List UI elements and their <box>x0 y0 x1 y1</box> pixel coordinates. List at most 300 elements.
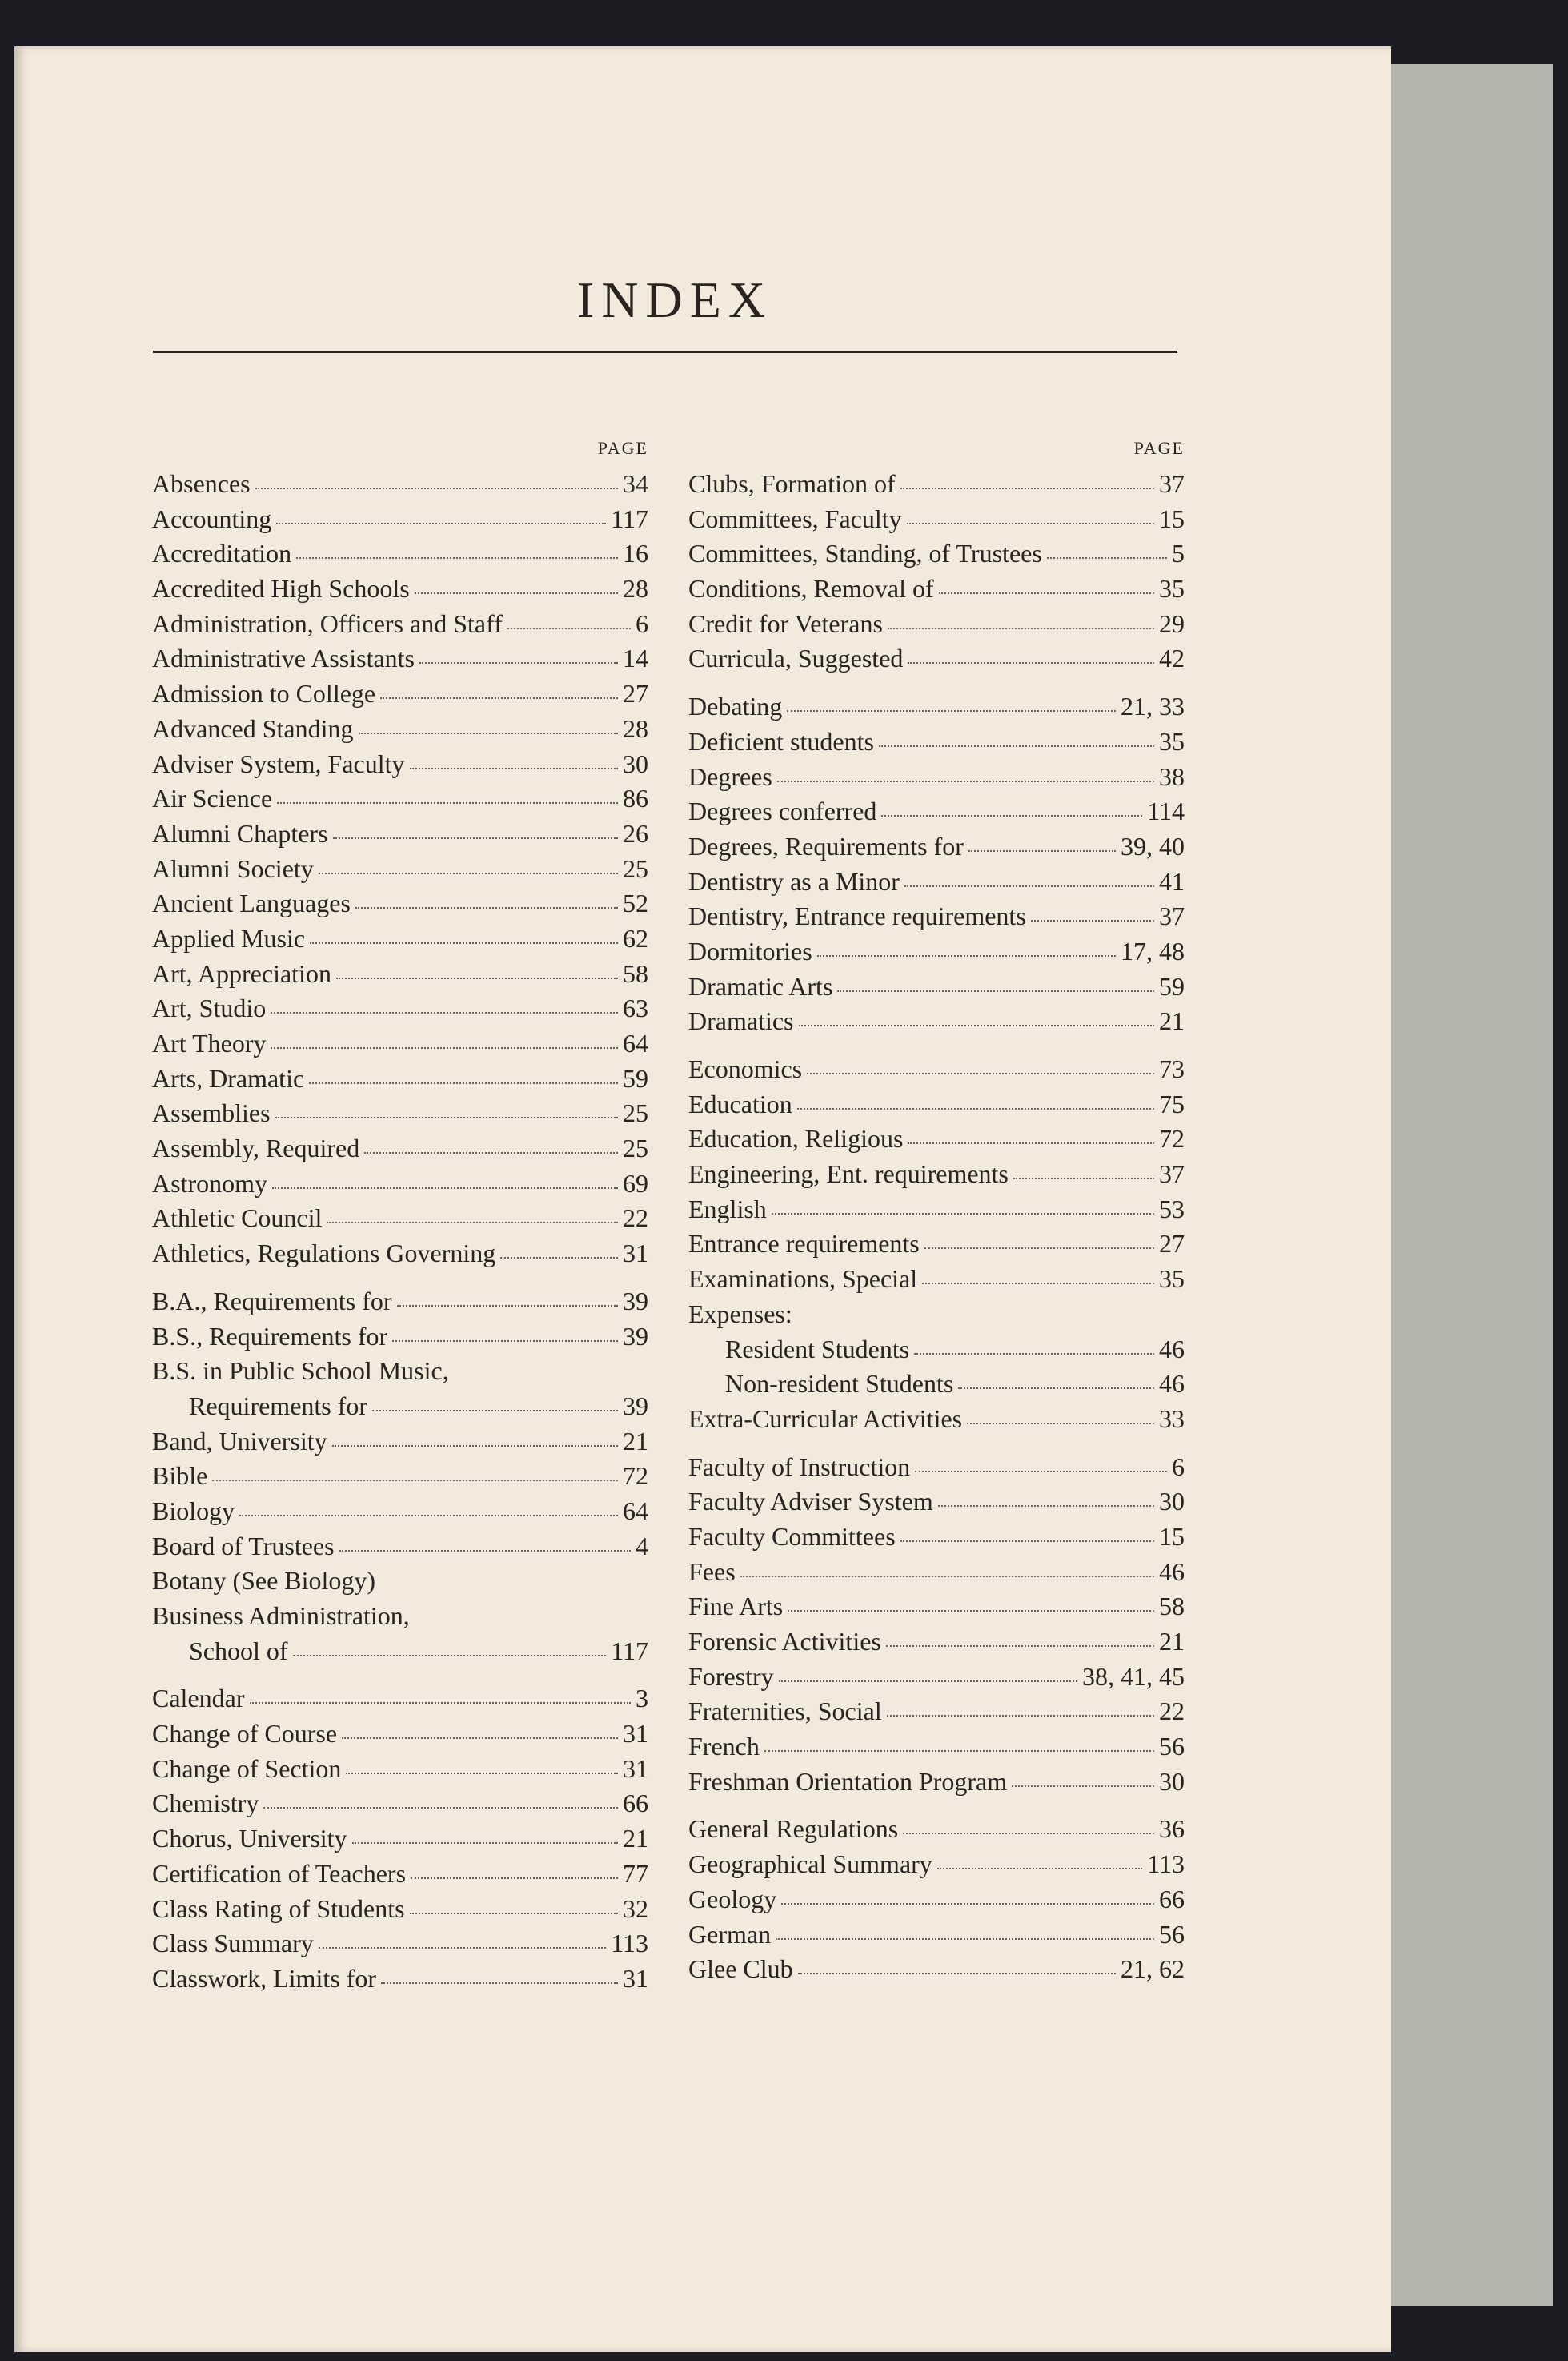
dot-leader <box>319 1946 606 1949</box>
index-entry <box>688 1920 1185 1955</box>
dot-leader <box>500 1256 618 1259</box>
index-entry <box>688 692 1185 727</box>
entry-page-number: 30 <box>1159 1487 1185 1516</box>
entry-list <box>152 469 648 1999</box>
entry-page-number: 46 <box>1159 1369 1185 1399</box>
entry-page-number: 75 <box>1159 1089 1185 1118</box>
index-column-right <box>688 432 1185 1990</box>
index-entry <box>688 1229 1185 1264</box>
entry-label: Biology <box>152 1496 235 1525</box>
index-entry <box>688 972 1185 1007</box>
entry-page-number: 62 <box>623 923 648 953</box>
dot-leader <box>364 1151 618 1154</box>
entry-label: School of <box>189 1636 288 1665</box>
dot-leader <box>908 661 1154 664</box>
entry-page-number: 34 <box>623 469 648 498</box>
dot-leader <box>1012 1785 1154 1787</box>
dot-leader <box>900 1540 1154 1542</box>
index-entry <box>688 762 1185 797</box>
entry-label: French <box>688 1732 760 1761</box>
dot-leader <box>415 592 618 594</box>
dot-leader <box>339 1549 631 1552</box>
dot-leader <box>779 1680 1077 1682</box>
index-entry <box>688 1487 1185 1522</box>
index-entry <box>152 1134 648 1169</box>
entry-label: English <box>688 1194 767 1223</box>
entry-list <box>688 469 1185 1990</box>
entry-page-number: 69 <box>623 1168 648 1198</box>
entry-label: Non-resident Students <box>725 1369 954 1399</box>
entry-label: Alumni Chapters <box>152 818 328 848</box>
dot-leader <box>798 1972 1116 1974</box>
dot-leader <box>907 522 1154 524</box>
entry-page-number: 22 <box>1159 1696 1185 1726</box>
entry-label: General Regulations <box>688 1814 899 1844</box>
index-entry <box>688 1732 1185 1767</box>
entry-page-number: 77 <box>623 1858 648 1888</box>
entry-page-number: 117 <box>611 504 648 533</box>
entry-label: Engineering, Ent. requirements <box>688 1159 1009 1189</box>
index-entry <box>688 727 1185 762</box>
entry-page-number: 39 <box>623 1391 648 1420</box>
entry-label: Forestry <box>688 1661 774 1691</box>
dot-leader <box>212 1479 618 1481</box>
index-entry <box>152 1169 648 1204</box>
index-entry <box>688 901 1185 937</box>
index-entry <box>688 1814 1185 1849</box>
index-entry <box>688 1592 1185 1627</box>
entry-label: Athletic Council <box>152 1203 323 1233</box>
dot-leader <box>817 954 1116 957</box>
dot-leader <box>296 556 618 559</box>
index-entry <box>688 1006 1185 1042</box>
index-entry <box>688 1767 1185 1802</box>
index-entry <box>152 1427 648 1462</box>
dot-leader <box>807 1072 1154 1074</box>
index-entry <box>152 784 648 819</box>
entry-page-number: 46 <box>1159 1556 1185 1586</box>
entry-page-number: 14 <box>623 644 648 673</box>
dot-leader <box>250 1701 632 1704</box>
entry-label: Curricula, Suggested <box>688 644 904 673</box>
dot-leader <box>359 732 619 734</box>
entry-label: Freshman Orientation Program <box>688 1766 1008 1796</box>
dot-leader <box>355 906 618 909</box>
entry-page-number: 6 <box>636 608 648 638</box>
dot-leader <box>392 1339 618 1342</box>
index-entry <box>688 539 1185 574</box>
dot-leader <box>507 627 631 629</box>
index-entry <box>152 1894 648 1929</box>
entry-label: Arts, Dramatic <box>152 1063 305 1093</box>
dot-leader <box>271 1046 618 1049</box>
dot-leader <box>764 1749 1154 1752</box>
entry-label: Geology <box>688 1884 777 1913</box>
entry-page-number: 28 <box>623 713 648 743</box>
entry-label: Forensic Activities <box>688 1627 881 1656</box>
index-entry <box>152 1287 648 1322</box>
index-entry <box>152 1461 648 1496</box>
entry-page-number: 31 <box>623 1719 648 1749</box>
entry-page-number: 15 <box>1159 1521 1185 1551</box>
dot-leader <box>888 627 1154 629</box>
entry-page-number: 64 <box>623 1496 648 1525</box>
entry-label: Change of Course <box>152 1719 338 1749</box>
entry-page-number: 37 <box>1159 469 1185 498</box>
dot-leader <box>352 1841 618 1844</box>
entry-page-number: 114 <box>1147 797 1185 826</box>
entry-page-number: 72 <box>623 1461 648 1491</box>
entry-label: Absences <box>152 469 251 498</box>
entry-label: Advanced Standing <box>152 713 354 743</box>
index-entry <box>152 609 648 644</box>
entry-label: Calendar <box>152 1684 245 1713</box>
index-entry <box>152 1064 648 1099</box>
index-entry <box>152 1789 648 1824</box>
entry-label: German <box>688 1919 772 1949</box>
index-entry <box>688 1954 1185 1990</box>
dot-leader <box>939 592 1154 594</box>
entry-label: Assemblies <box>152 1098 271 1128</box>
entry-label: B.S., Requirements for <box>152 1321 388 1351</box>
entry-page-number: 37 <box>1159 1159 1185 1189</box>
index-entry <box>152 644 648 679</box>
dot-leader <box>332 1444 618 1447</box>
dot-leader <box>937 1867 1142 1869</box>
title-rule <box>153 351 1177 353</box>
index-entry <box>152 1566 648 1601</box>
entry-page-number: 29 <box>1159 608 1185 638</box>
entry-page-number: 25 <box>623 1098 648 1128</box>
entry-label: Change of Section <box>152 1753 342 1783</box>
entry-label: Accounting <box>152 504 272 533</box>
entry-page-number: 21, 62 <box>1121 1954 1185 1984</box>
entry-page-number: 73 <box>1159 1054 1185 1083</box>
dot-leader <box>886 1644 1154 1647</box>
entry-page-number: 39 <box>623 1321 648 1351</box>
entry-label: B.S. in Public School Music, <box>152 1356 449 1386</box>
dot-leader <box>319 872 618 874</box>
dot-leader <box>336 977 618 979</box>
entry-label: Dormitories <box>688 936 812 966</box>
entry-label: Dentistry as a Minor <box>688 866 900 896</box>
entry-page-number: 17, 48 <box>1121 936 1185 966</box>
entry-page-number: 56 <box>1159 1732 1185 1761</box>
index-entry <box>688 1335 1185 1370</box>
dot-leader <box>904 885 1154 887</box>
index-entry <box>152 1824 648 1859</box>
dot-leader <box>1047 556 1167 559</box>
index-entry <box>688 1404 1185 1439</box>
dot-leader <box>419 661 618 664</box>
entry-label: Dramatic Arts <box>688 971 833 1001</box>
entry-page-number: 42 <box>1159 644 1185 673</box>
index-entry <box>688 1885 1185 1920</box>
entry-page-number: 38 <box>1159 761 1185 791</box>
dot-leader <box>333 837 618 839</box>
entry-label: Certification of Teachers <box>152 1858 407 1888</box>
dot-leader <box>327 1221 618 1223</box>
index-entry <box>688 1849 1185 1885</box>
entry-label: Geographical Summary <box>688 1849 932 1879</box>
dot-leader <box>271 1011 618 1014</box>
entry-label: Credit for Veterans <box>688 608 883 638</box>
entry-page-number: 38, 41, 45 <box>1082 1661 1185 1691</box>
dot-leader <box>837 990 1154 992</box>
index-page <box>14 46 1391 2352</box>
entry-label: Education <box>688 1089 792 1118</box>
entry-label: Expenses: <box>688 1299 792 1328</box>
entry-label: Dramatics <box>688 1006 794 1036</box>
entry-page-number: 27 <box>623 679 648 709</box>
dot-leader <box>277 801 618 804</box>
dot-leader <box>915 1470 1167 1472</box>
entry-label: B.A., Requirements for <box>152 1286 392 1315</box>
entry-page-number: 28 <box>623 574 648 604</box>
entry-label: Athletics, Regulations Governing <box>152 1239 496 1268</box>
entry-label: Clubs, Formation of <box>688 469 896 498</box>
entry-page-number: 5 <box>1172 539 1185 568</box>
dot-leader <box>239 1514 618 1516</box>
dot-leader <box>968 849 1116 852</box>
index-entry <box>152 924 648 959</box>
dot-leader <box>900 487 1154 489</box>
index-entry <box>152 1684 648 1719</box>
dot-leader <box>310 942 618 944</box>
index-entry <box>152 1391 648 1427</box>
page-column-header: PAGE <box>1133 438 1185 458</box>
index-entry <box>152 1239 648 1274</box>
index-entry <box>688 832 1185 867</box>
entry-label: Class Rating of Students <box>152 1893 405 1923</box>
entry-label: Alumni Society <box>152 853 314 883</box>
dot-leader <box>781 1902 1154 1905</box>
index-entry <box>152 1322 648 1357</box>
entry-page-number: 58 <box>1159 1592 1185 1621</box>
index-entry <box>688 1662 1185 1697</box>
dot-leader <box>788 1609 1154 1612</box>
entry-label: Economics <box>688 1054 803 1083</box>
dot-leader <box>342 1737 618 1739</box>
entry-label: Degrees, Requirements for <box>688 831 964 861</box>
entry-page-number: 3 <box>636 1684 648 1713</box>
dot-leader <box>914 1352 1154 1355</box>
index-entry <box>152 1496 648 1532</box>
dot-leader <box>922 1282 1154 1284</box>
entry-page-number: 59 <box>623 1063 648 1093</box>
dot-leader <box>903 1832 1154 1834</box>
entry-label: Band, University <box>152 1426 327 1456</box>
index-entry <box>152 539 648 574</box>
index-entry <box>152 714 648 749</box>
entry-label: Entrance requirements <box>688 1229 920 1259</box>
entry-page-number: 26 <box>623 818 648 848</box>
entry-page-number: 63 <box>623 994 648 1023</box>
entry-label: Art Theory <box>152 1029 267 1058</box>
index-entry <box>688 797 1185 832</box>
entry-label: Art, Appreciation <box>152 958 331 988</box>
entry-page-number: 30 <box>623 749 648 778</box>
index-entry <box>152 889 648 924</box>
entry-label: Degrees conferred <box>688 797 877 826</box>
index-entry <box>152 1532 648 1567</box>
dot-leader <box>908 1142 1154 1144</box>
entry-page-number: 16 <box>623 539 648 568</box>
entry-page-number: 66 <box>623 1789 648 1818</box>
dot-leader <box>787 709 1116 712</box>
entry-label: Bible <box>152 1461 208 1491</box>
entry-label: Chorus, University <box>152 1824 347 1853</box>
index-entry <box>688 1195 1185 1230</box>
entry-page-number: 66 <box>1159 1884 1185 1913</box>
index-entry <box>152 1203 648 1239</box>
index-entry <box>688 469 1185 504</box>
entry-label: Resident Students <box>725 1334 910 1363</box>
index-entry <box>152 1929 648 1964</box>
entry-page-number: 21 <box>623 1824 648 1853</box>
index-entry <box>152 1754 648 1789</box>
dot-leader <box>372 1409 618 1411</box>
entry-label: Admission to College <box>152 679 376 709</box>
index-entry <box>152 574 648 609</box>
entry-page-number: 113 <box>611 1929 648 1958</box>
entry-page-number: 35 <box>1159 726 1185 756</box>
entry-page-number: 58 <box>623 958 648 988</box>
index-entry <box>688 1299 1185 1335</box>
index-entry <box>688 937 1185 972</box>
dot-leader <box>293 1654 607 1656</box>
entry-label: Assembly, Required <box>152 1134 360 1163</box>
entry-page-number: 27 <box>1159 1229 1185 1259</box>
entry-page-number: 15 <box>1159 504 1185 533</box>
entry-page-number: 21 <box>1159 1627 1185 1656</box>
dot-leader <box>777 780 1154 782</box>
entry-label: Adviser System, Faculty <box>152 749 405 778</box>
index-entry <box>152 959 648 994</box>
dot-leader <box>887 1714 1154 1717</box>
index-entry <box>152 1356 648 1391</box>
dot-leader <box>346 1772 618 1774</box>
entry-page-number: 39 <box>623 1286 648 1315</box>
entry-label: Classwork, Limits for <box>152 1963 376 1993</box>
entry-page-number: 36 <box>1159 1814 1185 1844</box>
index-entry <box>688 1090 1185 1125</box>
entry-label: Air Science <box>152 784 273 813</box>
entry-label: Botany (See Biology) <box>152 1566 376 1596</box>
entry-page-number: 41 <box>1159 866 1185 896</box>
dot-leader <box>397 1304 619 1307</box>
index-entry <box>688 1054 1185 1090</box>
dot-leader <box>799 1024 1155 1026</box>
entry-label: Degrees <box>688 761 772 791</box>
entry-page-number: 4 <box>636 1531 648 1560</box>
entry-label: Fine Arts <box>688 1592 784 1621</box>
entry-page-number: 30 <box>1159 1766 1185 1796</box>
entry-label: Committees, Standing, of Trustees <box>688 539 1042 568</box>
entry-page-number: 117 <box>611 1636 648 1665</box>
entry-label: Administration, Officers and Staff <box>152 608 503 638</box>
index-entry <box>688 644 1185 679</box>
entry-page-number: 52 <box>623 889 648 918</box>
index-entry <box>152 1964 648 1999</box>
entry-label: Chemistry <box>152 1789 259 1818</box>
dot-leader <box>410 1912 618 1914</box>
page-title: INDEX <box>576 271 773 328</box>
entry-page-number: 25 <box>623 1134 648 1163</box>
index-entry <box>152 1859 648 1894</box>
entry-label: Faculty Committees <box>688 1521 896 1551</box>
index-entry <box>152 1098 648 1134</box>
entry-label: Board of Trustees <box>152 1531 335 1560</box>
entry-label: Fees <box>688 1556 736 1586</box>
entry-label: Deficient students <box>688 726 874 756</box>
entry-label: Applied Music <box>152 923 306 953</box>
dot-leader <box>1013 1177 1154 1179</box>
dot-leader <box>263 1806 618 1809</box>
index-entry <box>688 867 1185 902</box>
dot-leader <box>272 1187 618 1189</box>
dot-leader <box>1031 919 1154 922</box>
dot-leader <box>881 814 1142 817</box>
entry-page-number: 31 <box>623 1753 648 1783</box>
entry-page-number: 35 <box>1159 574 1185 604</box>
index-column-left <box>152 432 648 1999</box>
index-entry <box>688 1696 1185 1732</box>
dot-leader <box>410 767 618 769</box>
entry-page-number: 59 <box>1159 971 1185 1001</box>
index-entry <box>152 1719 648 1754</box>
dot-leader <box>309 1082 618 1084</box>
entry-label: Dentistry, Entrance requirements <box>688 901 1026 931</box>
entry-label: Requirements for <box>189 1391 368 1420</box>
index-entry <box>688 1369 1185 1404</box>
index-entry <box>152 504 648 540</box>
entry-page-number: 113 <box>1147 1849 1185 1879</box>
page-column-header: PAGE <box>597 438 648 458</box>
entry-page-number: 21 <box>623 1426 648 1456</box>
index-entry <box>688 1452 1185 1488</box>
entry-page-number: 25 <box>623 853 648 883</box>
index-entry <box>688 1124 1185 1159</box>
dot-leader <box>276 522 606 524</box>
dot-leader <box>879 745 1154 747</box>
entry-page-number: 86 <box>623 784 648 813</box>
entry-page-number: 31 <box>623 1239 648 1268</box>
entry-label: Debating <box>688 692 783 721</box>
entry-page-number: 6 <box>1172 1452 1185 1481</box>
entry-page-number: 37 <box>1159 901 1185 931</box>
entry-label: Faculty of Instruction <box>688 1452 911 1481</box>
dot-leader <box>776 1937 1154 1940</box>
entry-label: Business Administration, <box>152 1601 410 1630</box>
entry-label: Accreditation <box>152 539 292 568</box>
index-entry <box>152 819 648 854</box>
entry-page-number: 35 <box>1159 1264 1185 1294</box>
index-entry <box>688 1557 1185 1592</box>
dot-leader <box>380 697 618 699</box>
index-entry <box>152 994 648 1029</box>
entry-page-number: 53 <box>1159 1194 1185 1223</box>
index-entry <box>152 1601 648 1636</box>
dot-leader <box>797 1107 1154 1110</box>
index-entry <box>688 1264 1185 1299</box>
dot-leader <box>381 1982 618 1984</box>
entry-label: Astronomy <box>152 1168 267 1198</box>
dot-leader <box>924 1247 1154 1249</box>
entry-label: Fraternities, Social <box>688 1696 882 1726</box>
entry-page-number: 64 <box>623 1029 648 1058</box>
entry-page-number: 39, 40 <box>1121 831 1185 861</box>
